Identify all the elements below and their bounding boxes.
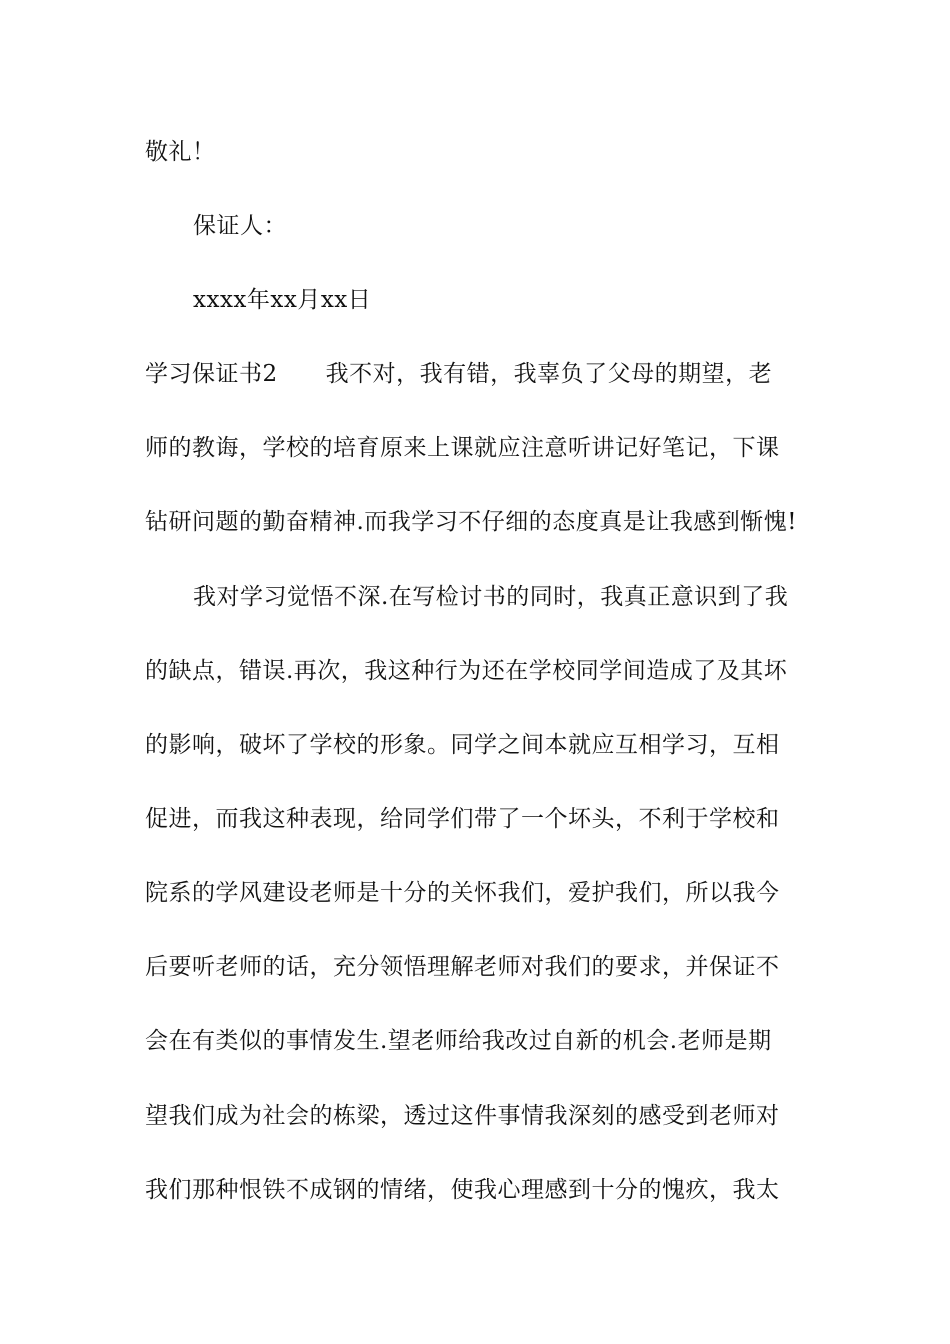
paragraph-line: 后要听老师的话，充分领悟理解老师对我们的要求，并保证不 xyxy=(145,954,780,980)
guarantor-label: 保证人： xyxy=(193,213,287,239)
closing-salutation: 敬礼！ xyxy=(145,139,216,165)
paragraph-line: 促进，而我这种表现，给同学们带了一个坏头，不利于学校和 xyxy=(145,806,780,832)
paragraph-line: 钻研问题的勤奋精神.而我学习不仔细的态度真是让我感到惭愧! xyxy=(145,509,798,535)
paragraph-line: 望我们成为社会的栋梁，透过这件事情我深刻的感受到老师对 xyxy=(145,1103,780,1129)
section-first-line xyxy=(145,359,825,389)
paragraph-line: 会在有类似的事情发生.望老师给我改过自新的机会.老师是期 xyxy=(145,1028,772,1054)
paragraph-line: 我们那种恨铁不成钢的情绪，使我心理感到十分的愧疚，我太 xyxy=(145,1177,780,1203)
signature-date: xxxx年xx月xx日 xyxy=(193,287,372,313)
paragraph-line: 的影响，破坏了学校的形象。同学之间本就应互相学习，互相 xyxy=(145,732,780,758)
paragraph-line: 我不对，我有错，我辜负了父母的期望，老 xyxy=(325,361,773,387)
paragraph-line: 院系的学风建设老师是十分的关怀我们，爱护我们，所以我今 xyxy=(145,880,780,906)
paragraph-line: 我对学习觉悟不深.在写检讨书的同时，我真正意识到了我 xyxy=(193,584,789,610)
section-title: 学习保证书2 xyxy=(145,361,278,387)
paragraph-line: 师的教诲，学校的培育原来上课就应注意听讲记好笔记，下课 xyxy=(145,435,780,461)
paragraph-line: 的缺点，错误.再次，我这种行为还在学校同学间造成了及其坏 xyxy=(145,658,788,684)
